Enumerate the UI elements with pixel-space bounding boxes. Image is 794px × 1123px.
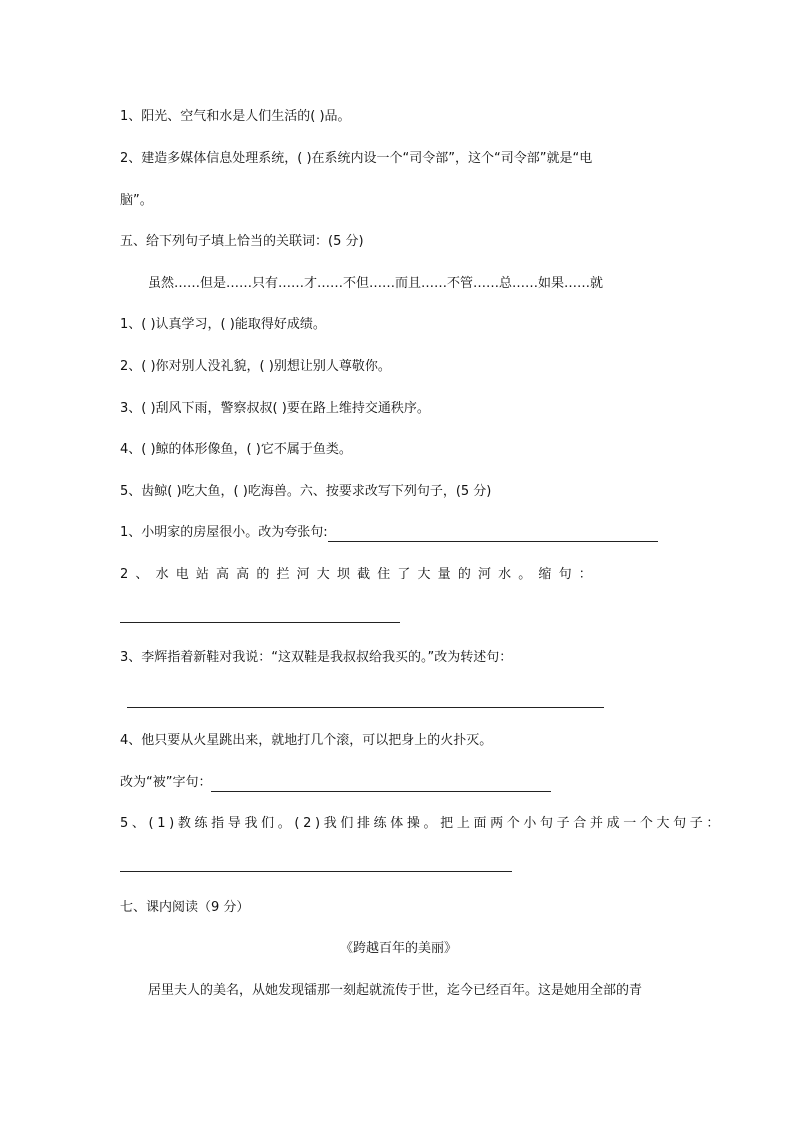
answer-line-3[interactable] — [127, 707, 604, 708]
conjunction-item-3: 3、( )刮风下雨，警察叔叔( )要在路上维持交通秩序。 — [120, 401, 430, 416]
conjunction-item-5: 5、齿鲸( )吃大鱼，( )吃海兽。六、按要求改写下列句子，(5 分) — [120, 484, 492, 499]
reading-passage-paragraph: 居里夫人的美名，从她发现镭那一刻起就流传于世，迄今已经百年。这是她用全部的青 — [148, 983, 643, 998]
rewrite-item-4-line — [120, 774, 551, 792]
rewrite-item-1 — [120, 524, 658, 542]
section-7-heading: 七、课内阅读（9 分） — [120, 900, 250, 915]
rewrite-item-2: 2、水电站高高的拦河大坝截住了大量的河水。缩句： — [120, 567, 599, 582]
reading-passage-title: 《跨越百年的美丽》 — [340, 941, 458, 956]
rewrite-item-4-prompt: 改为“被”字句： — [120, 775, 212, 790]
rewrite-item-5: 5、(1)教练指导我们。(2)我们排练体操。把上面两个小句子合并成一个大句子： — [120, 816, 724, 831]
answer-line-2[interactable] — [120, 622, 400, 623]
conjunction-item-2: 2、( )你对别人没礼貌，( )别想让别人尊敬你。 — [120, 359, 391, 374]
conjunction-item-1: 1、( )认真学习，( )能取得好成绩。 — [120, 317, 326, 332]
fill-blank-item-2-continuation: 脑”。 — [120, 193, 153, 208]
answer-line-5[interactable] — [120, 871, 512, 872]
rewrite-item-3: 3、李辉指着新鞋对我说：“这双鞋是我叔叔给我买的。”改为转述句： — [120, 650, 513, 665]
conjunction-word-bank: 虽然……但是……只有……才……不但……而且……不管……总……如果……就 — [148, 276, 604, 291]
conjunction-item-4: 4、( )鲸的体形像鱼，( )它不属于鱼类。 — [120, 442, 352, 457]
answer-line-4[interactable] — [211, 777, 551, 792]
rewrite-item-1-prompt: 1、小明家的房屋很小。改为夸张句: — [120, 525, 328, 540]
fill-blank-item-2: 2、建造多媒体信息处理系统，( )在系统内设一个“司令部”，这个“司令部”就是“电 — [120, 151, 593, 166]
fill-blank-item-1: 1、阳光、空气和水是人们生活的( )品。 — [120, 109, 351, 124]
answer-line-1[interactable] — [328, 527, 658, 542]
section-5-heading: 五、给下列句子填上恰当的关联词：(5 分) — [120, 234, 364, 249]
rewrite-item-4: 4、他只要从火星跳出来，就地打几个滚，可以把身上的火扑灭。 — [120, 733, 493, 748]
